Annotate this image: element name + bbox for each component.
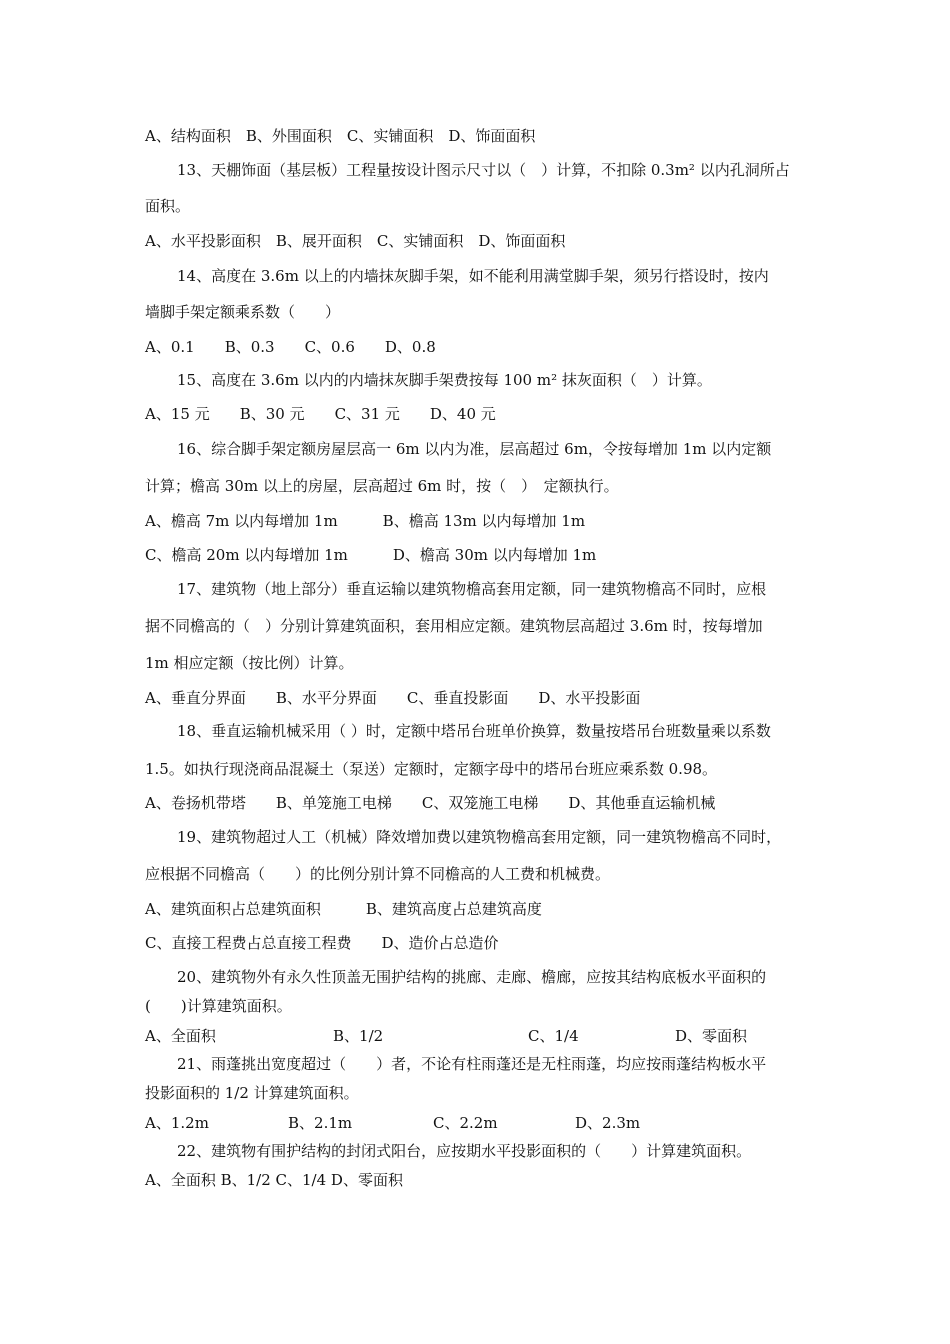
question-19: 19、建筑物超过人工（机械）降效增加费以建筑物檐高套用定额，同一建筑物檐高不同时， [177,828,782,846]
options-16-cd: C、檐高 20m 以内每增加 1m D、檐高 30m 以内每增加 1m [145,546,597,564]
text-line: 1.5。如执行现浇商品混凝土（泵送）定额时，定额字母中的塔吊台班应乘系数 0.98。 [145,760,718,778]
question-17: 17、建筑物（地上部分）垂直运输以建筑物檐高套用定额，同一建筑物檐高不同时，应根 [177,580,767,598]
text-line: A、结构面积 B、外围面积 C、实铺面积 D、饰面面积 [145,127,536,145]
text-line: 应根据不同檐高（ ）的比例分别计算不同檐高的人工费和机械费。 [145,865,611,883]
option-20-a: A、全面积 [145,1027,216,1045]
options-16-ab: A、檐高 7m 以内每增加 1m B、檐高 13m 以内每增加 1m [145,512,586,530]
options-18: A、卷扬机带塔 B、单笼施工电梯 C、双笼施工电梯 D、其他垂直运输机械 [145,794,716,812]
question-18: 18、垂直运输机械采用（ ）时，定额中塔吊台班单价换算，数量按塔吊台班数量乘以系数 [177,722,771,740]
text-line: 投影面积的 1/2 计算建筑面积。 [145,1084,359,1102]
options-22: A、全面积 B、1/2 C、1/4 D、零面积 [145,1171,403,1189]
text-line: 1m 相应定额（按比例）计算。 [145,654,354,672]
options-14: A、0.1 B、0.3 C、0.6 D、0.8 [145,338,436,356]
text-line: ( )计算建筑面积。 [145,997,292,1015]
question-21: 21、雨蓬挑出宽度超过（ ）者，不论有柱雨蓬还是无柱雨蓬，均应按雨蓬结构板水平 [177,1055,767,1073]
text-line: 据不同檐高的（ ）分别计算建筑面积，套用相应定额。建筑物层高超过 3.6m 时，按每增加 [145,617,763,635]
options-15: A、15 元 B、30 元 C、31 元 D、40 元 [145,405,496,423]
text-line: 面积。 [145,197,191,215]
option-20-b: B、1/2 [333,1027,384,1045]
text-line: 计算；檐高 30m 以上的房屋，层高超过 6m 时，按（ ） 定额执行。 [145,477,619,495]
question-15: 15、高度在 3.6m 以内的内墙抹灰脚手架费按每 100 m² 抹灰面积（ ）计算。 [177,371,712,389]
options-19-cd: C、直接工程费占总直接工程费 D、造价占总造价 [145,934,499,952]
options-13: A、水平投影面积 B、展开面积 C、实铺面积 D、饰面面积 [145,232,566,250]
options-17: A、垂直分界面 B、水平分界面 C、垂直投影面 D、水平投影面 [145,689,641,707]
question-13: 13、天棚饰面（基层板）工程量按设计图示尺寸以（ ）计算，不扣除 0.3m² 以内孔洞所占 [177,161,790,179]
option-21-a: A、1.2m [145,1114,209,1132]
option-21-c: C、2.2m [433,1114,498,1132]
text-line: 墙脚手架定额乘系数（ ） [145,303,341,321]
question-16: 16、综合脚手架定额房屋层高一 6m 以内为准，层高超过 6m，令按每增加 1m 以内定额 [177,440,772,458]
option-21-d: D、2.3m [575,1114,641,1132]
question-20: 20、建筑物外有永久性顶盖无围护结构的挑廊、走廊、檐廊，应按其结构底板水平面积的 [177,968,767,986]
options-19-ab: A、建筑面积占总建筑面积 B、建筑高度占总建筑高度 [145,900,542,918]
question-14: 14、高度在 3.6m 以上的内墙抹灰脚手架，如不能利用满堂脚手架，须另行搭设时，按内 [177,267,769,285]
question-22: 22、建筑物有围护结构的封闭式阳台，应按期水平投影面积的（ ）计算建筑面积。 [177,1142,752,1160]
option-21-b: B、2.1m [288,1114,353,1132]
option-20-d: D、零面积 [675,1027,748,1045]
option-20-c: C、1/4 [528,1027,579,1045]
